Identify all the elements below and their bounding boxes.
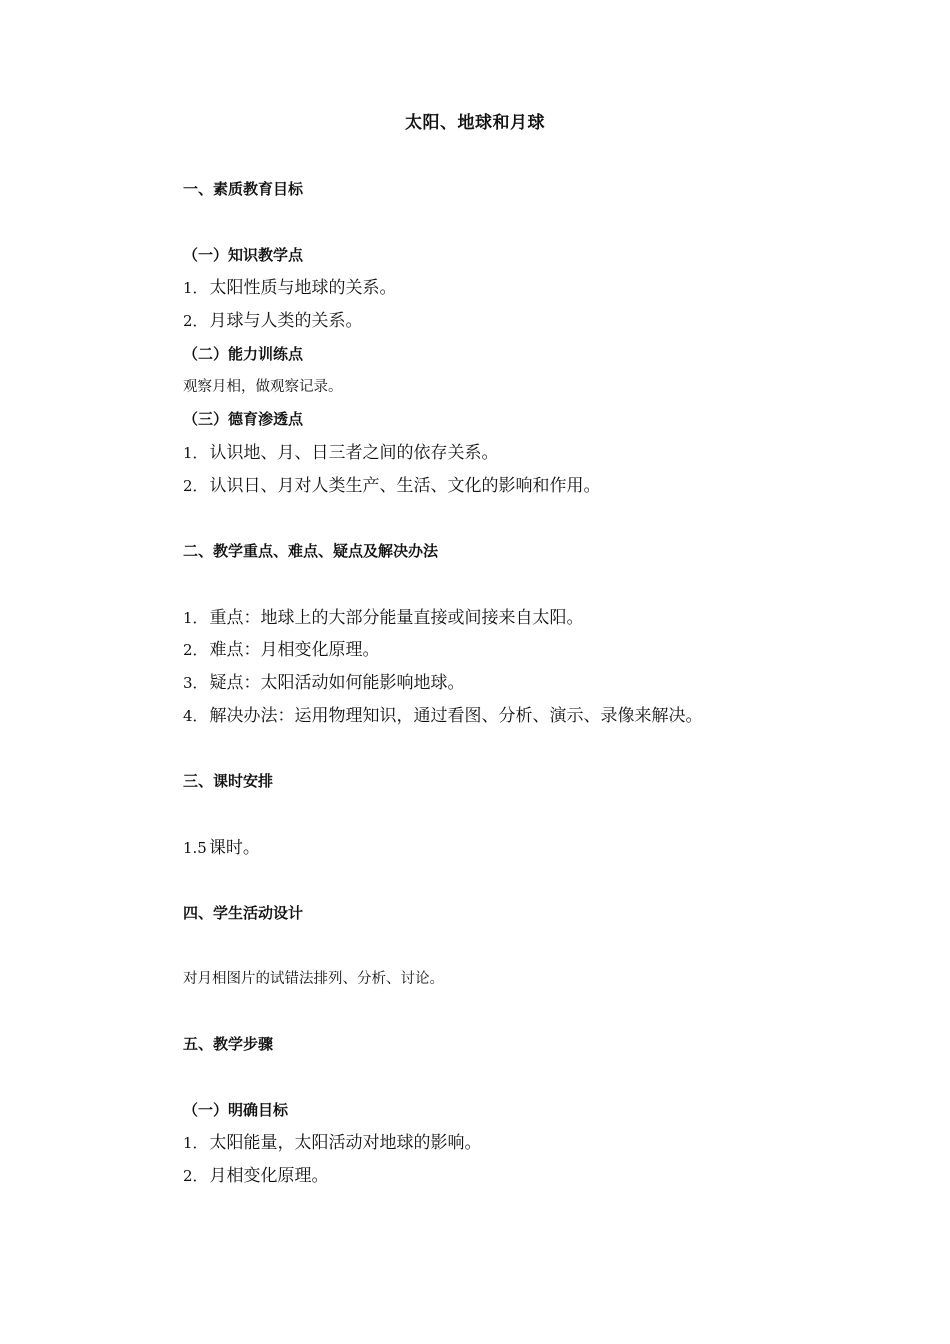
list-text: 太阳能量，太阳活动对地球的影响。 [209, 1133, 482, 1153]
subheading-knowledge: （一）知识教学点 [183, 246, 304, 264]
list-item [183, 603, 584, 628]
subheading-ability: （二）能力训练点 [183, 345, 304, 363]
section-heading-schedule: 三、课时安排 [183, 772, 274, 790]
list-text: 认识日、月对人类生产、生活、文化的影响和作用。 [209, 476, 601, 496]
list-item [183, 471, 601, 496]
list-number: 3． [183, 674, 208, 692]
list-item [183, 438, 499, 463]
section-heading-goals: 一、素质教育目标 [183, 180, 304, 198]
list-item [183, 668, 465, 693]
list-number: 4． [183, 707, 208, 725]
list-number: 2． [183, 477, 208, 495]
list-number: 1． [183, 1134, 208, 1152]
list-item [183, 1161, 329, 1186]
list-number: 2． [183, 1167, 208, 1185]
list-text: 认识地、月、日三者之间的依存关系。 [209, 443, 499, 463]
class-hours-text: 课时。 [208, 838, 260, 858]
list-text: 月相变化原理。 [209, 1166, 329, 1186]
list-text: 太阳性质与地球的关系。 [209, 278, 397, 298]
list-text: 疑点：太阳活动如何能影响地球。 [209, 673, 465, 693]
list-text: 重点：地球上的大部分能量直接或间接来自太阳。 [209, 608, 584, 628]
section-heading-activities: 四、学生活动设计 [183, 904, 304, 922]
paragraph-schedule [183, 833, 260, 858]
list-number: 1． [183, 444, 208, 462]
list-number: 1． [183, 279, 208, 297]
list-text: 解决办法：运用物理知识，通过看图、分析、演示、录像来解决。 [209, 706, 703, 726]
list-item [183, 701, 703, 726]
subheading-objectives: （一）明确目标 [183, 1101, 289, 1119]
list-text: 难点：月相变化原理。 [209, 640, 380, 660]
subheading-moral: （三）德育渗透点 [183, 410, 304, 428]
class-hours-number: 1.5 [183, 839, 207, 857]
paragraph-ability: 观察月相，做观察记录。 [183, 379, 343, 395]
list-item [183, 635, 380, 660]
list-item [183, 306, 363, 331]
list-item [183, 1128, 482, 1153]
list-number: 2． [183, 641, 208, 659]
list-number: 1． [183, 609, 208, 627]
list-number: 2． [183, 312, 208, 330]
list-text: 月球与人类的关系。 [209, 311, 363, 331]
section-heading-steps: 五、教学步骤 [183, 1035, 274, 1053]
section-heading-key-points: 二、教学重点、难点、疑点及解决办法 [183, 542, 439, 560]
list-item [183, 273, 397, 298]
page-title: 太阳、地球和月球 [405, 113, 545, 133]
paragraph-activities: 对月相图片的试错法排列、分析、讨论。 [183, 971, 444, 987]
